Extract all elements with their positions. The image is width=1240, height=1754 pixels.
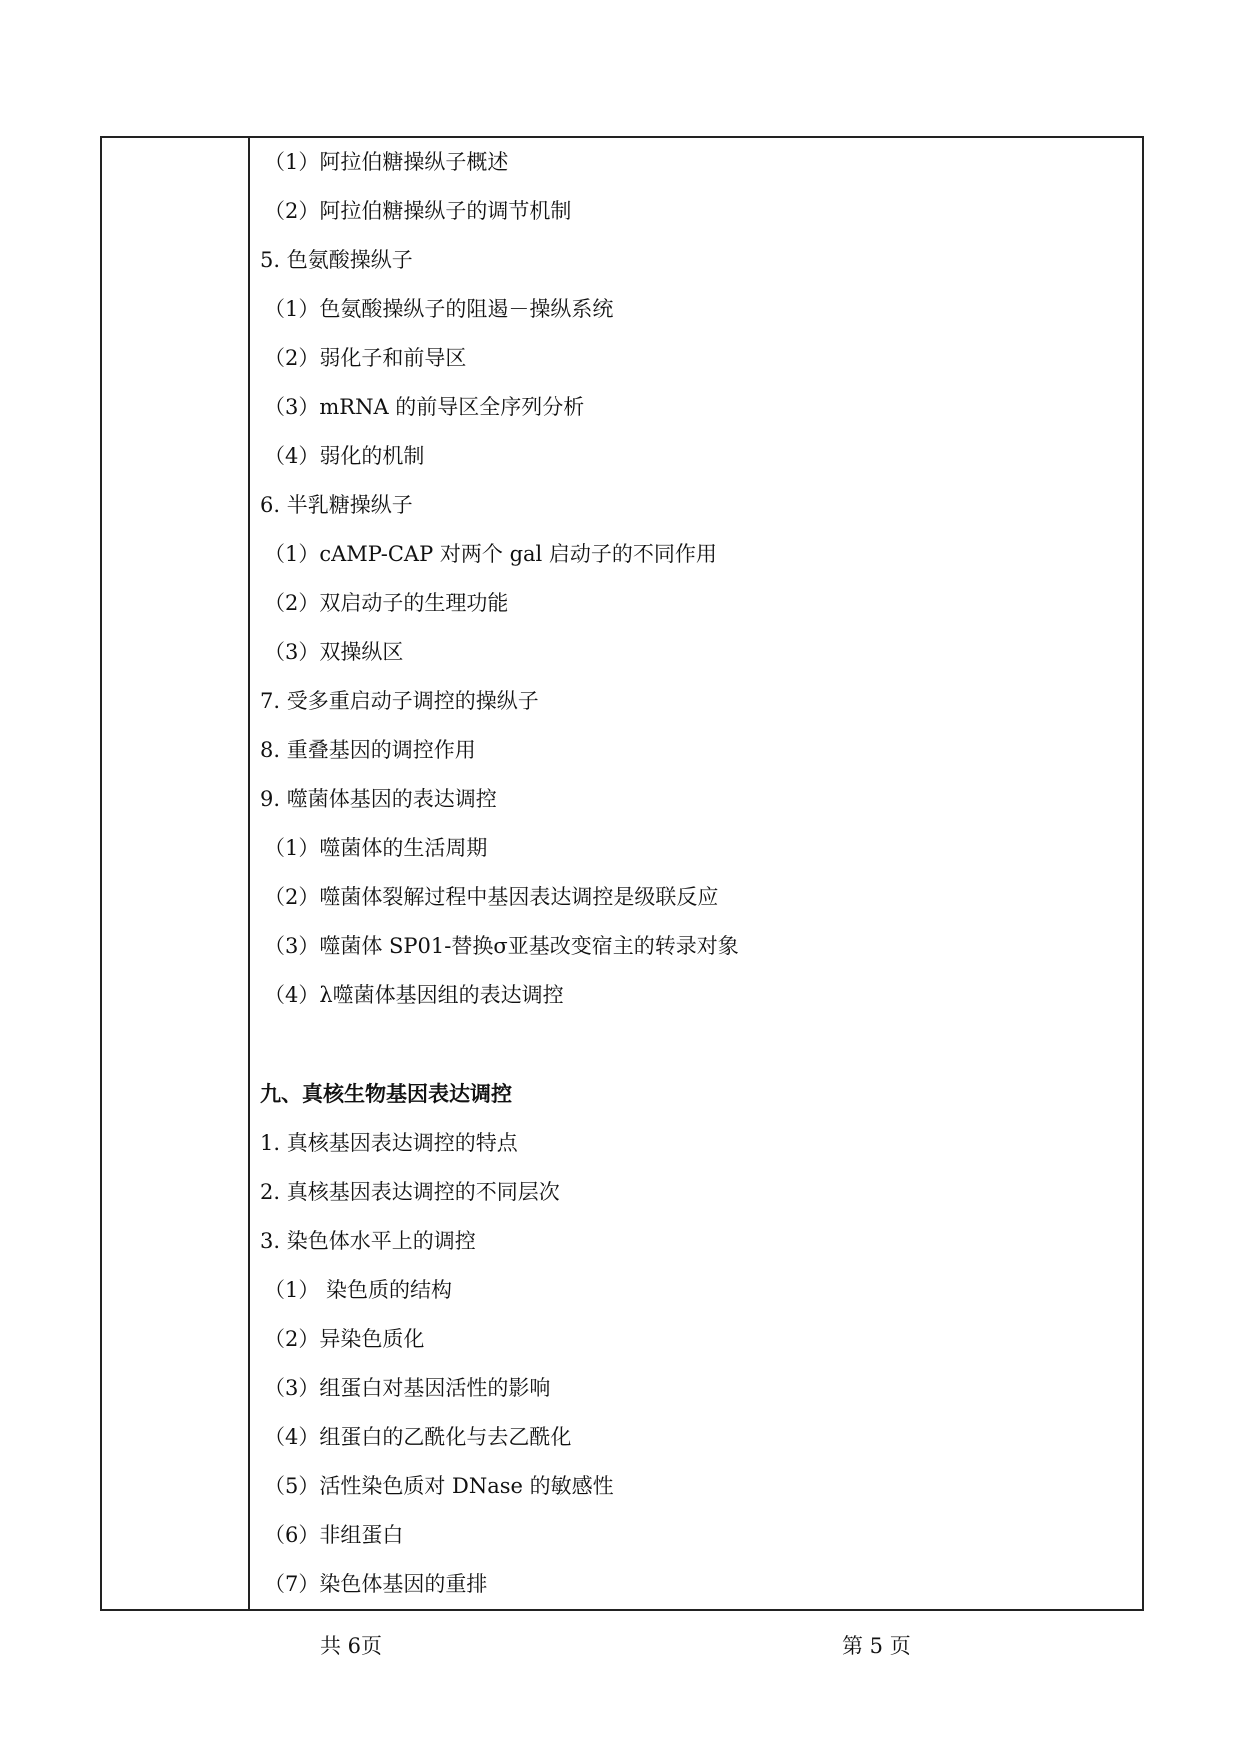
list-item: （6）非组蛋白 [264, 1523, 404, 1547]
list-item: （1）色氨酸操纵子的阻遏－操纵系统 [264, 297, 614, 321]
chapter-heading: 九、真核生物基因表达调控 [260, 1081, 512, 1106]
list-item: （3）双操纵区 [264, 640, 404, 664]
section-item: 3. 染色体水平上的调控 [260, 1229, 476, 1253]
section-item: 8. 重叠基因的调控作用 [260, 738, 476, 762]
section-item: 6. 半乳糖操纵子 [260, 493, 413, 517]
list-item: （4）弱化的机制 [264, 444, 425, 468]
list-item: （3）噬菌体 SP01-替换σ亚基改变宿主的转录对象 [264, 934, 739, 958]
list-item: （1）噬菌体的生活周期 [264, 836, 488, 860]
list-item: （2）双启动子的生理功能 [264, 591, 509, 615]
list-item: （3）组蛋白对基因活性的影响 [264, 1376, 551, 1400]
section-item: 1. 真核基因表达调控的特点 [260, 1131, 518, 1155]
section-item: 9. 噬菌体基因的表达调控 [260, 787, 497, 811]
syllabus-table [100, 136, 1144, 1611]
list-item: （1）cAMP-CAP 对两个 gal 启动子的不同作用 [264, 542, 717, 566]
list-item: （7）染色体基因的重排 [264, 1572, 488, 1596]
page-number: 第 5 页 [842, 1634, 911, 1658]
section-item: 7. 受多重启动子调控的操纵子 [260, 689, 539, 713]
list-item: （4）λ噬菌体基因组的表达调控 [264, 983, 564, 1007]
table-left-column [102, 138, 250, 1609]
list-item: （5）活性染色质对 DNase 的敏感性 [264, 1474, 614, 1498]
page-total: 共 6页 [320, 1634, 383, 1658]
list-item: （1） 染色质的结构 [264, 1278, 453, 1302]
list-item: （2）弱化子和前导区 [264, 346, 467, 370]
list-item: （2）阿拉伯糖操纵子的调节机制 [264, 199, 572, 223]
list-item: （2）异染色质化 [264, 1327, 425, 1351]
list-item: （3）mRNA 的前导区全序列分析 [264, 395, 585, 419]
list-item: （1）阿拉伯糖操纵子概述 [264, 150, 509, 174]
list-item: （2）噬菌体裂解过程中基因表达调控是级联反应 [264, 885, 719, 909]
list-item: （4）组蛋白的乙酰化与去乙酰化 [264, 1425, 572, 1449]
section-item: 2. 真核基因表达调控的不同层次 [260, 1180, 560, 1204]
section-item: 5. 色氨酸操纵子 [260, 248, 413, 272]
